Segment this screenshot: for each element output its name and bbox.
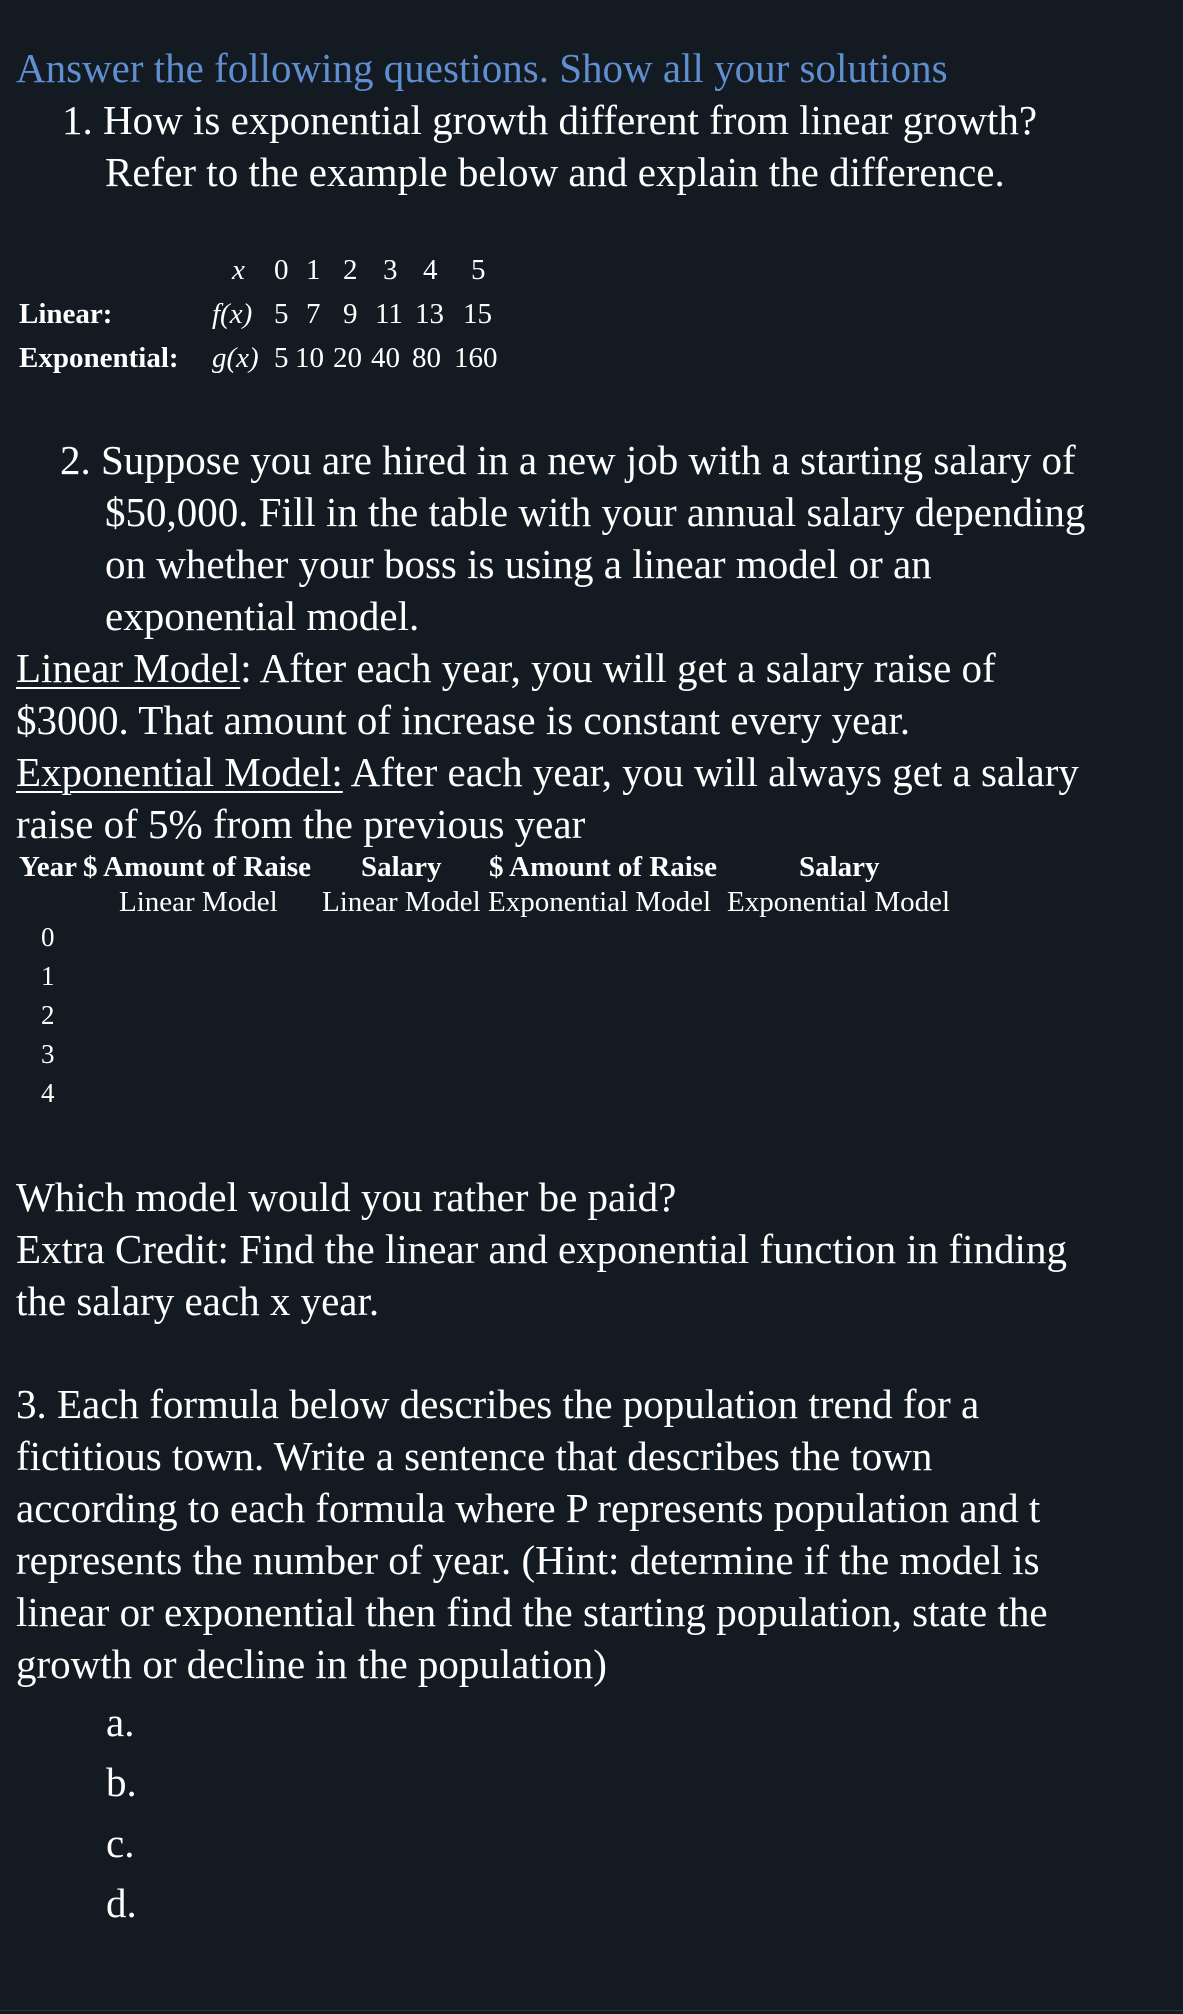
exp-model-text: After each year, you will always get a salary xyxy=(342,749,1079,795)
year-cell: 0 xyxy=(41,922,55,952)
x-value: 5 xyxy=(471,254,486,286)
linear-model-desc xyxy=(16,642,996,694)
option-d: d. xyxy=(106,1880,137,1926)
subheader-linear: Linear Model xyxy=(322,886,481,918)
header-year: Year xyxy=(19,851,77,883)
q2-line2: $50,000. Fill in the table with your annual salary depending xyxy=(105,489,1086,535)
year-cell: 1 xyxy=(41,961,55,991)
exp-model-desc xyxy=(16,746,1079,798)
x-value: 0 xyxy=(274,254,289,286)
g-value: 10 xyxy=(295,342,324,374)
q3-line5: linear or exponential then find the starting population, state the xyxy=(16,1589,1048,1635)
q3-line2: fictitious town. Write a sentence that describes the town xyxy=(16,1433,933,1479)
linear-model-text2: $3000. That amount of increase is constant every year. xyxy=(16,697,911,743)
f-value: 9 xyxy=(343,298,358,330)
bottom-divider xyxy=(0,2010,1183,2011)
q2-line1: 2. Suppose you are hired in a new job with a starting salary of xyxy=(60,437,1076,483)
f-label: f(x) xyxy=(212,298,253,330)
year-cell: 4 xyxy=(41,1078,55,1108)
model-question: Which model would you rather be paid? xyxy=(16,1174,677,1220)
x-value: 1 xyxy=(306,254,321,286)
q2-line3: on whether your boss is using a linear model or an xyxy=(105,541,932,587)
q3-line6: growth or decline in the population) xyxy=(16,1641,607,1687)
option-b: b. xyxy=(106,1759,137,1805)
year-cell: 2 xyxy=(41,1000,55,1030)
header-raise-linear: $ Amount of Raise xyxy=(83,851,311,883)
subheader-linear: Linear Model xyxy=(119,886,278,918)
header-salary-exp: Salary xyxy=(799,851,880,883)
g-value: 160 xyxy=(454,342,498,374)
q1-line1: 1. How is exponential growth different from linear growth? xyxy=(62,97,1038,143)
exp-model-text2: raise of 5% from the previous year xyxy=(16,801,586,847)
x-value: 2 xyxy=(343,254,358,286)
x-value: 4 xyxy=(423,254,438,286)
q2-line4: exponential model. xyxy=(105,593,420,639)
q1-line2: Refer to the example below and explain the difference. xyxy=(105,149,1005,195)
f-value: 15 xyxy=(463,298,492,330)
year-cell: 3 xyxy=(41,1039,55,1069)
q3-line1: 3. Each formula below describes the population trend for a xyxy=(16,1381,980,1427)
g-value: 40 xyxy=(371,342,400,374)
g-value: 20 xyxy=(333,342,362,374)
extra-credit-line1: Extra Credit: Find the linear and exponential function in finding xyxy=(16,1226,1067,1272)
subheader-exp: Exponential Model xyxy=(727,886,951,918)
g-value: 80 xyxy=(412,342,441,374)
g-value: 5 xyxy=(274,342,289,374)
subheader-exp: Exponential Model xyxy=(488,886,712,918)
option-c: c. xyxy=(106,1820,135,1866)
exponential-label: Exponential: xyxy=(19,342,179,374)
f-value: 11 xyxy=(375,298,403,330)
g-label: g(x) xyxy=(212,342,259,374)
linear-label: Linear: xyxy=(19,298,113,330)
f-value: 5 xyxy=(274,298,289,330)
option-a: a. xyxy=(106,1699,135,1745)
linear-model-label: Linear Model xyxy=(16,645,241,691)
header-raise-exp: $ Amount of Raise xyxy=(489,851,717,883)
linear-model-text: : After each year, you will get a salary raise of xyxy=(240,645,996,691)
x-label: x xyxy=(232,254,245,286)
x-value: 3 xyxy=(383,254,398,286)
extra-credit-line2: the salary each x year. xyxy=(16,1278,380,1324)
page-heading: Answer the following questions. Show all your solutions xyxy=(16,45,948,91)
f-value: 13 xyxy=(415,298,444,330)
exp-model-label: Exponential Model: xyxy=(16,749,343,795)
q3-line4: represents the number of year. (Hint: determine if the model is xyxy=(16,1537,1040,1583)
f-value: 7 xyxy=(306,298,321,330)
q3-line3: according to each formula where P represents population and t xyxy=(16,1485,1041,1531)
header-salary-linear: Salary xyxy=(361,851,442,883)
